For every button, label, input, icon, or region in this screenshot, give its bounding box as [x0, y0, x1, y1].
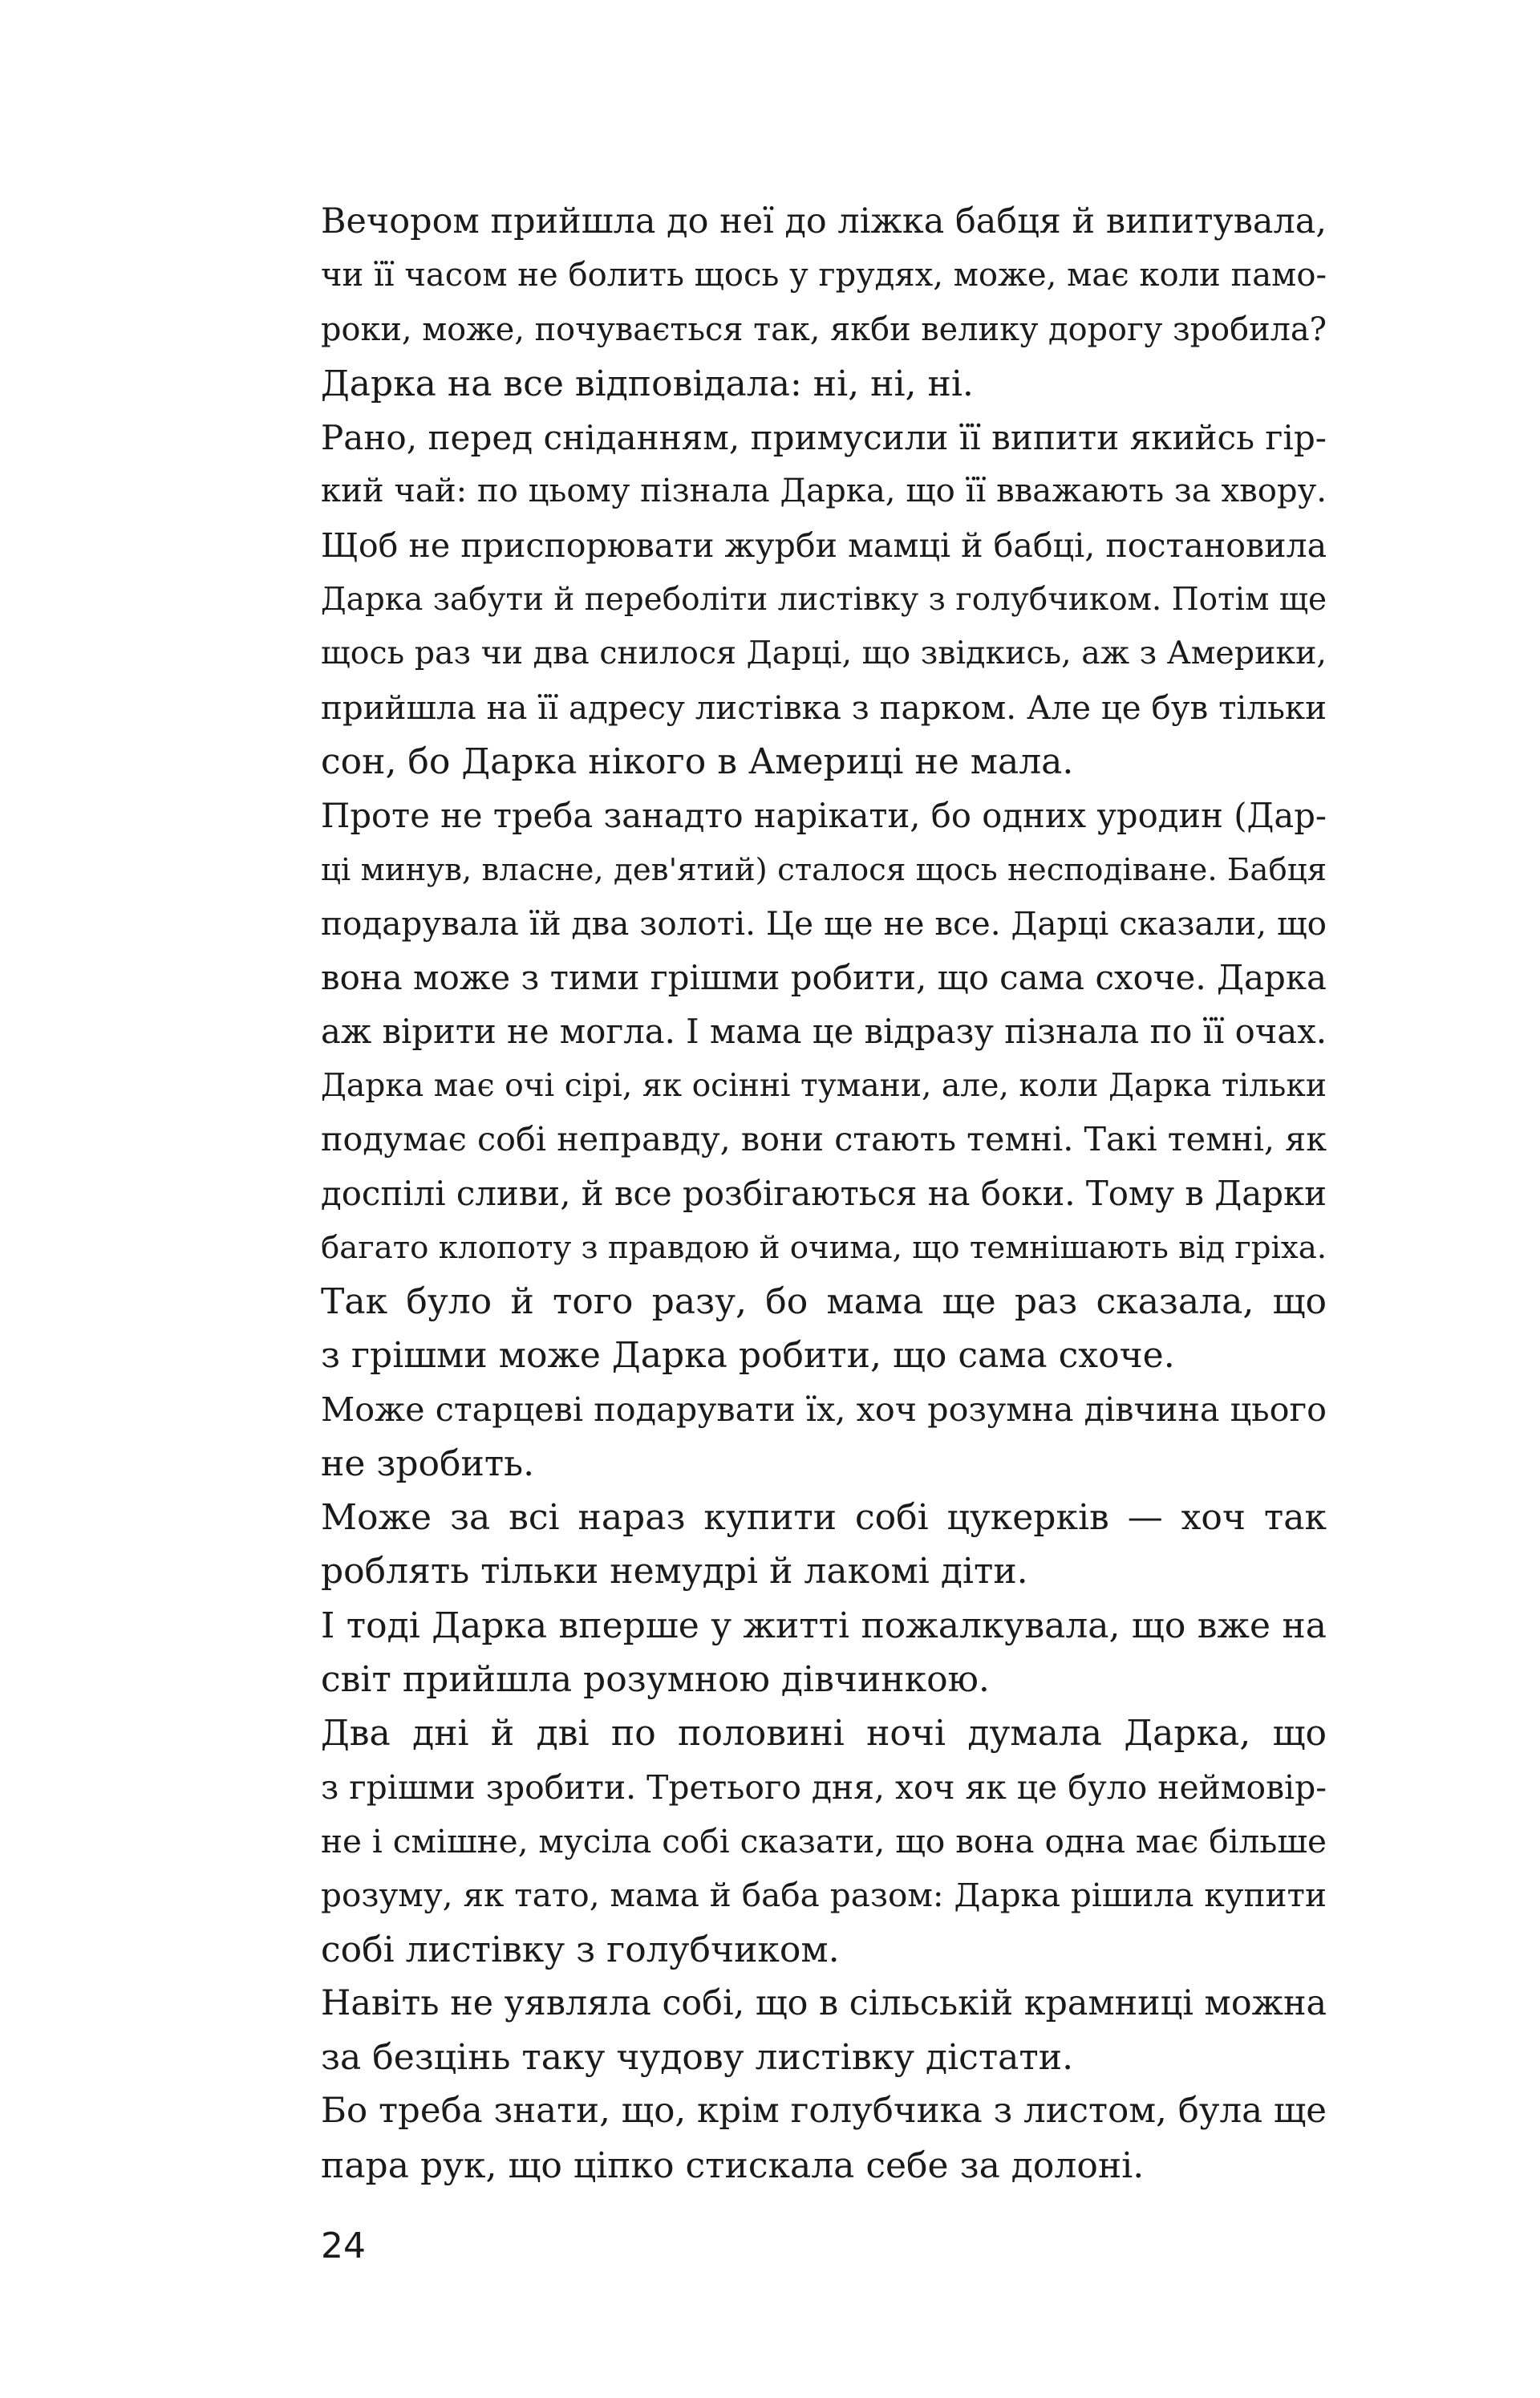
text-line: подумає собі неправду, вони стають темні. Такі темні, як: [321, 1120, 1327, 1159]
text-line: за безцінь таку чудову листівку дістати.: [321, 2037, 1074, 2079]
paragraph: [321, 2084, 1327, 2193]
text-line: ці минув, власне, дев'ятий) сталося щось несподіване. Бабця: [321, 851, 1327, 888]
text-line: доспілі сливи, й все розбігаються на боки. Тому в Дарки: [321, 1174, 1327, 1214]
text-line: роки, може, почувається так, якби велику дорогу зробила?: [321, 310, 1327, 348]
text-line: І тоді Дарка вперше у житті пожалкувала, що вже на: [321, 1605, 1327, 1646]
text-line: не зробить.: [321, 1442, 535, 1484]
text-line: Рано, перед сніданням, примусили її випити якийсь гір-: [321, 418, 1327, 458]
body-text: [321, 195, 1327, 2193]
text-line: аж вірити не могла. І мама це відразу пізнала по її очах.: [321, 1012, 1327, 1052]
text-line: Дарка має очі сірі, як осінні тумани, але, коли Дарка тільки: [321, 1067, 1327, 1104]
text-line: з грішми зробити. Третього дня, хоч як це було неймовір-: [321, 1767, 1327, 1807]
text-line: Проте не треба занадто нарікати, бо одних уродин (Дар-: [321, 796, 1327, 836]
text-line: Навіть не уявляла собі, що в сільській крамниці можна: [321, 1982, 1327, 2023]
text-line: Бо треба знати, що, крім голубчика з листом, була ще: [321, 2091, 1327, 2132]
text-line: кий чай: по цьому пізнала Дарка, що її вважають за хвору.: [321, 473, 1327, 510]
text-line: сон, бо Дарка нікого в Америці не мала.: [321, 740, 1074, 782]
text-line: Щоб не приспорювати журби мамці й бабці, постановила: [321, 525, 1327, 565]
text-line: Може за всі нараз купити собі цукерків — хоч так: [321, 1497, 1327, 1539]
paragraph: [321, 411, 1327, 789]
paragraph: [321, 1706, 1327, 1976]
text-line: роблять тільки немудрі й лакомі діти.: [321, 1551, 1028, 1593]
text-line: Дарка забути й переболіти листівку з голубчиком. Потім ще: [321, 582, 1327, 619]
text-line: собі листівку з голубчиком.: [321, 1929, 840, 1970]
text-line: щось раз чи два снилося Дарці, що звідкись, аж з Америки,: [321, 635, 1327, 672]
paragraph: [321, 1491, 1327, 1599]
text-line: подарувала їй два золоті. Це ще не все. Дарці сказали, що: [321, 903, 1327, 943]
paragraph: [321, 195, 1327, 411]
text-line: Так було й того разу, бо мама ще раз сказала, що: [321, 1280, 1327, 1322]
text-line: Дарка на все відповідала: ні, ні, ні.: [321, 363, 974, 404]
paragraph: [321, 1977, 1327, 2085]
text-line: чи її часом не болить щось у грудях, може, має коли памо-: [321, 257, 1327, 294]
text-line: Може старцеві подарувати їх, хоч розумна дівчина цього: [321, 1390, 1327, 1429]
page-number: 24: [321, 2226, 366, 2266]
paragraph: [321, 1383, 1327, 1491]
text-line: прийшла на її адресу листівка з парком. Але це був тільки: [321, 688, 1327, 727]
text-line: пара рук, що ціпко стискала себе за долоні.: [321, 2144, 1145, 2186]
text-line: не і смішне, мусіла собі сказати, що вона одна має більше: [321, 1821, 1327, 1860]
text-line: Вечором прийшла до неї до ліжка бабця й випитувала,: [321, 201, 1327, 241]
text-line: розуму, як тато, мама й баба разом: Дарка рішила купити: [321, 1876, 1327, 1915]
text-line: з грішми може Дарка робити, що сама схоче.: [321, 1335, 1175, 1377]
text-line: вона може з тими грішми робити, що сама схоче. Дарка: [321, 958, 1327, 998]
text-line: світ прийшла розумною дівчинкою.: [321, 1659, 990, 1701]
text-line: багато клопоту з правдою й очима, що темнішають від гріха.: [321, 1229, 1327, 1266]
paragraph: [321, 1275, 1327, 1383]
paragraph: [321, 789, 1327, 1275]
text-line: Два дні й дві по половині ночі думала Дарка, що: [321, 1713, 1327, 1755]
paragraph: [321, 1599, 1327, 1707]
